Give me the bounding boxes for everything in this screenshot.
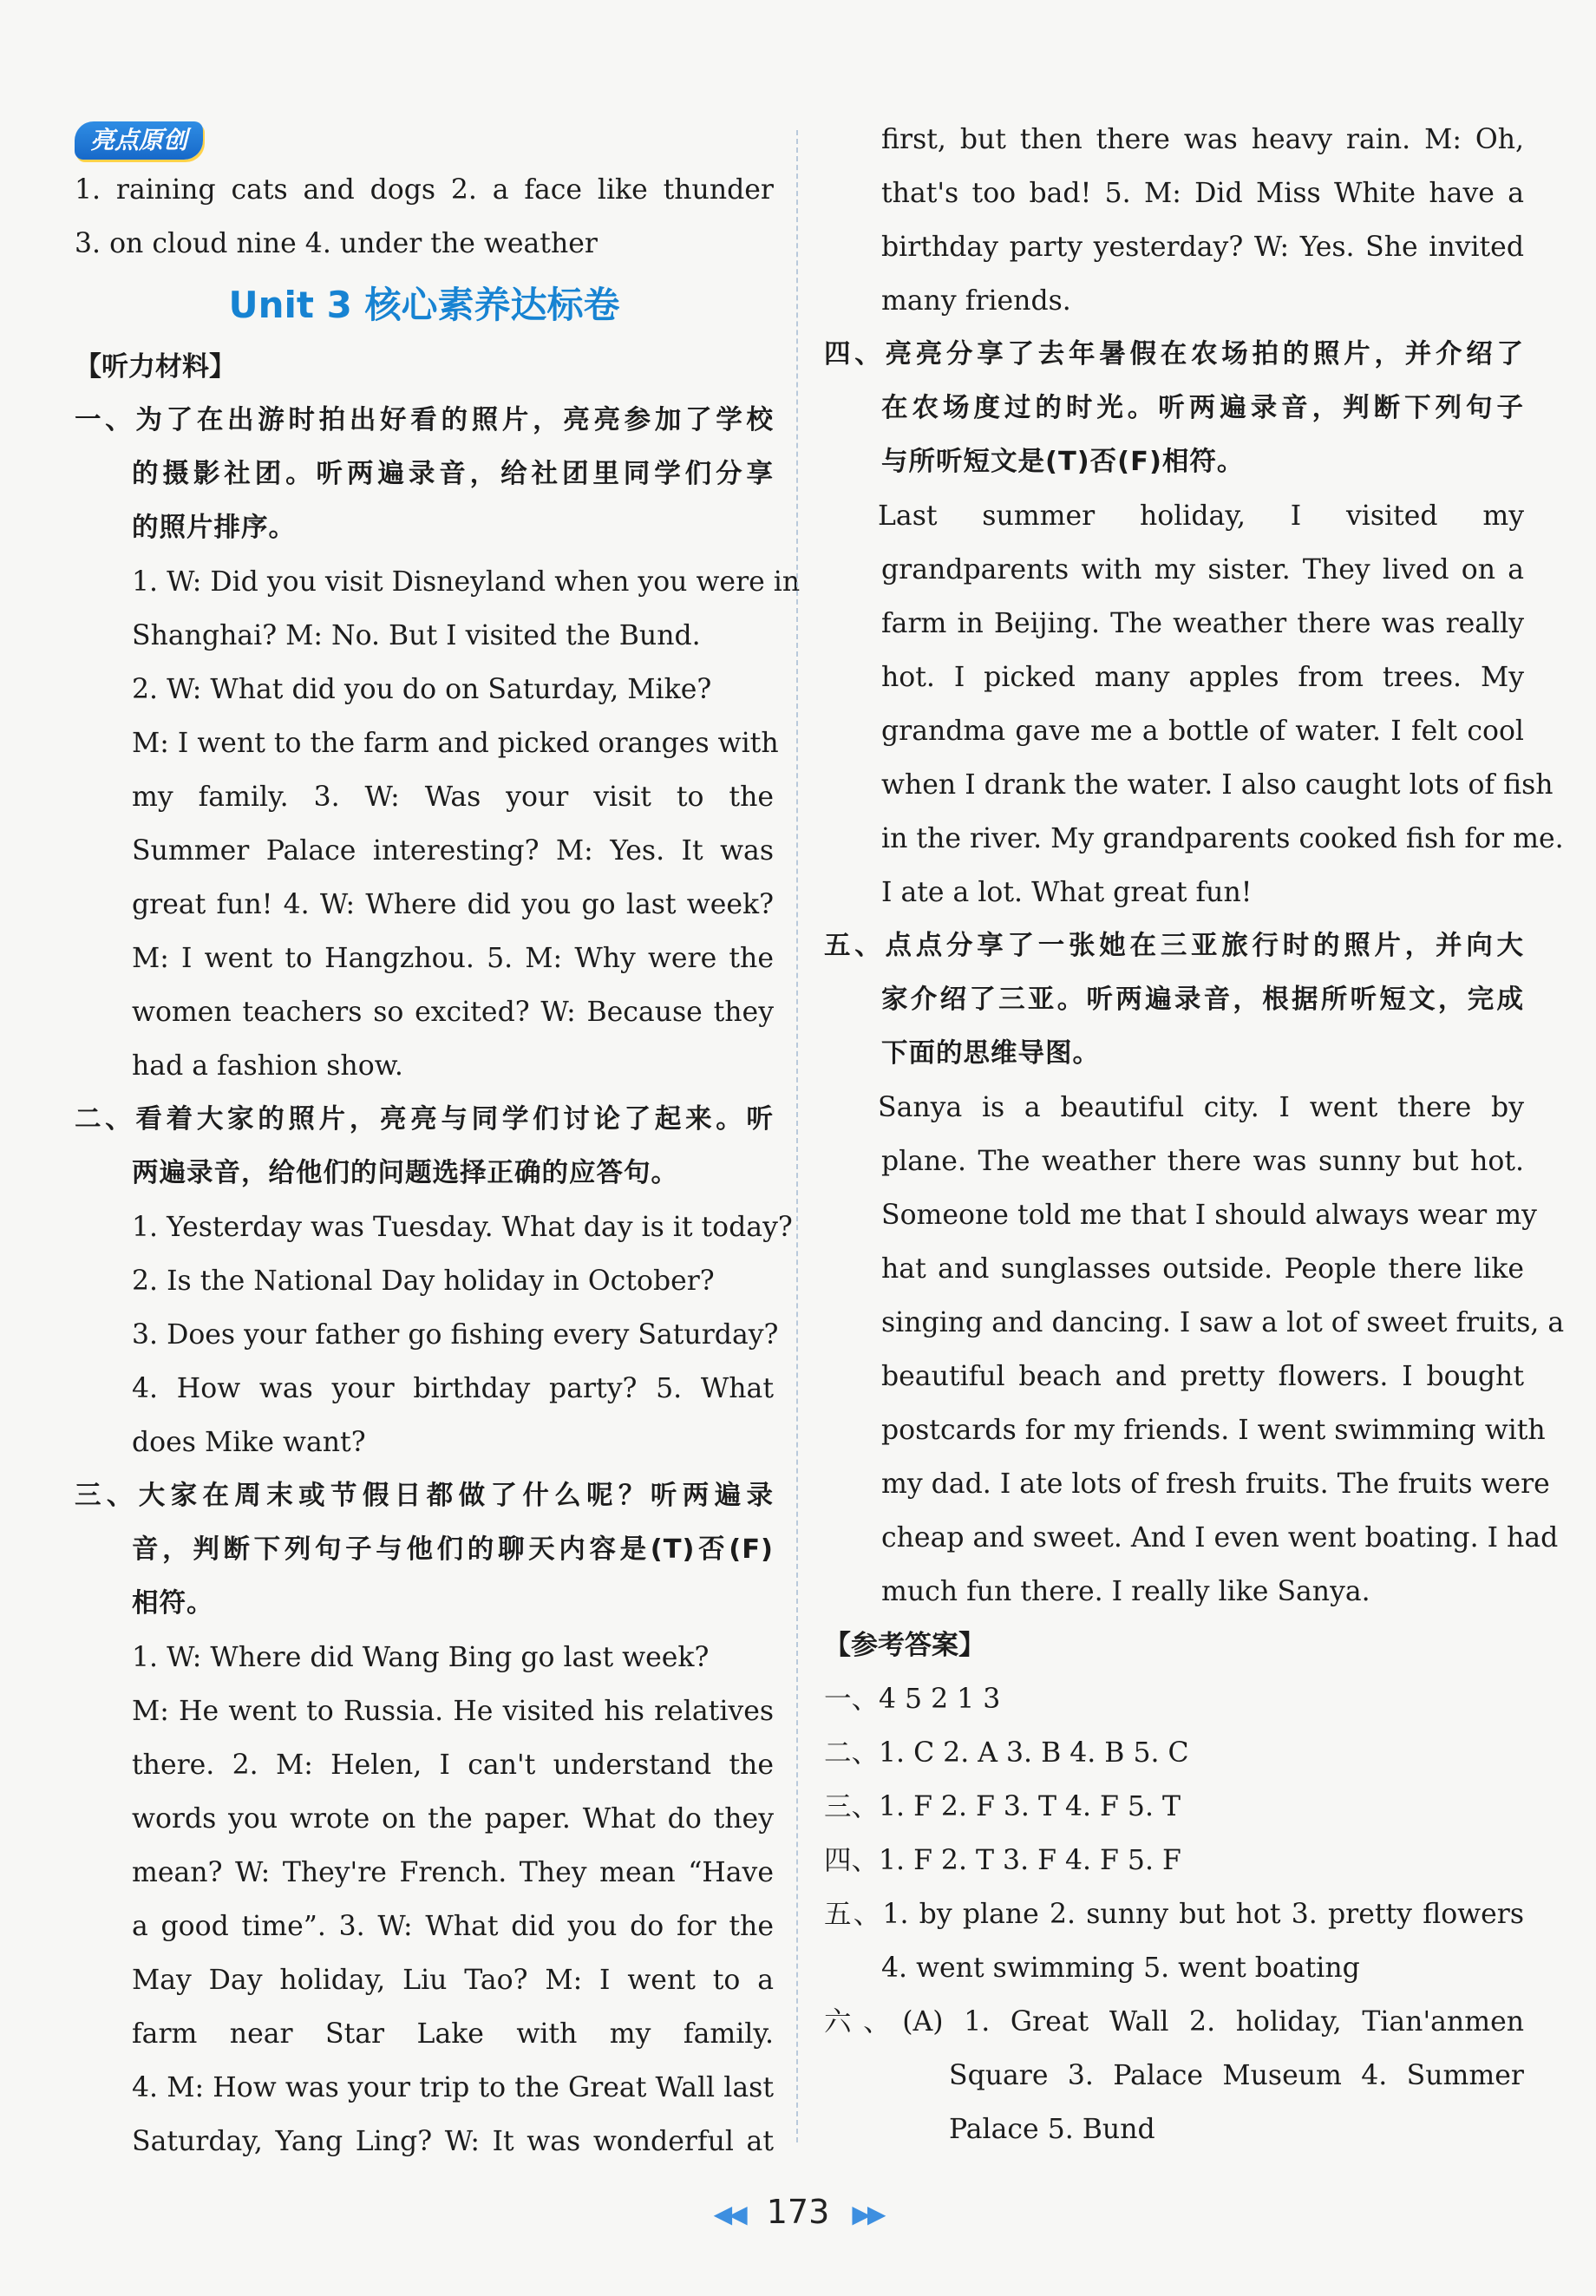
answer-line: 四、1. F 2. T 3. F 4. F 5. F bbox=[824, 1845, 1181, 1876]
idiom-answers-line-1: 1. raining cats and dogs 2. a face like thunder bbox=[75, 174, 774, 206]
text-line: I ate a lot. What great fun! bbox=[881, 877, 1253, 908]
text-line: 1. Yesterday was Tuesday. What day is it today? bbox=[132, 1212, 793, 1243]
text-line: mean? W: They're French. They mean “Have bbox=[132, 1857, 774, 1888]
column-divider bbox=[796, 130, 798, 2142]
text-line: singing and dancing. I saw a lot of sweet fruits, a bbox=[881, 1307, 1565, 1338]
idiom-answers-line-2: 3. on cloud nine 4. under the weather bbox=[75, 228, 598, 259]
text-line: grandma gave me a bottle of water. I felt cool bbox=[881, 716, 1524, 747]
text-line: 的摄影社团。听两遍录音，给社团里同学们分享 bbox=[132, 459, 774, 489]
text-line: Summer Palace interesting? M: Yes. It was bbox=[132, 835, 774, 867]
text-line: 1. W: Where did Wang Bing go last week? bbox=[132, 1642, 710, 1673]
answer-line: Square 3. Palace Museum 4. Summer bbox=[949, 2060, 1524, 2091]
text-line: great fun! 4. W: Where did you go last week? bbox=[132, 889, 774, 920]
text-line: first, but then there was heavy rain. M: Oh, bbox=[881, 124, 1524, 155]
text-line: my dad. I ate lots of fresh fruits. The fruits were bbox=[881, 1469, 1550, 1500]
text-line: May Day holiday, Liu Tao? M: I went to a bbox=[132, 1965, 774, 1996]
text-line: plane. The weather there was sunny but hot. bbox=[881, 1146, 1524, 1177]
text-line: many friends. bbox=[881, 285, 1071, 317]
text-line: in the river. My grandparents cooked fish for me. bbox=[881, 823, 1564, 854]
text-line: hot. I picked many apples from trees. My bbox=[881, 662, 1524, 693]
text-line: beautiful beach and pretty flowers. I bought bbox=[881, 1361, 1524, 1392]
text-line: M: I went to Hangzhou. 5. M: Why were the bbox=[132, 943, 774, 974]
text-line: 音，判断下列句子与他们的聊天内容是(T)否(F) bbox=[132, 1534, 774, 1565]
text-line: farm near Star Lake with my family. bbox=[132, 2018, 774, 2050]
text-line: 与所听短文是(T)否(F)相符。 bbox=[881, 447, 1245, 477]
text-line: 下面的思维导图。 bbox=[881, 1038, 1100, 1069]
text-line: Saturday, Yang Ling? W: It was wonderful at bbox=[132, 2126, 774, 2157]
text-line: birthday party yesterday? W: Yes. She invited bbox=[881, 232, 1524, 263]
text-line: a good time”. 3. W: What did you do for the bbox=[132, 1911, 774, 1942]
text-line: hat and sunglasses outside. People there like bbox=[881, 1253, 1524, 1285]
text-line: 2. Is the National Day holiday in October? bbox=[132, 1266, 715, 1297]
text-line: 在农场度过的时光。听两遍录音，判断下列句子 bbox=[881, 393, 1524, 423]
text-line: Sanya is a beautiful city. I went there by bbox=[878, 1092, 1524, 1123]
text-line: Shanghai? M: No. But I visited the Bund. bbox=[132, 620, 701, 651]
answer-line: 六、(A) 1. Great Wall 2. holiday, Tian'anmen bbox=[824, 2006, 1524, 2038]
text-line: had a fashion show. bbox=[132, 1050, 403, 1082]
text-line: farm in Beijing. The weather there was really bbox=[881, 608, 1524, 639]
text-line: postcards for my friends. I went swimming with bbox=[881, 1415, 1546, 1446]
text-line: M: He went to Russia. He visited his relatives bbox=[132, 1696, 774, 1727]
text-line: women teachers so excited? W: Because they bbox=[132, 997, 774, 1028]
text-line: 二、看着大家的照片，亮亮与同学们讨论了起来。听 bbox=[75, 1104, 774, 1135]
text-line: there. 2. M: Helen, I can't understand the bbox=[132, 1750, 774, 1781]
text-line: 五、点点分享了一张她在三亚旅行时的照片，并向大 bbox=[824, 931, 1524, 961]
text-line: 两遍录音，给他们的问题选择正确的应答句。 bbox=[132, 1158, 678, 1188]
previous-page-icon[interactable]: ◀◀ bbox=[713, 2199, 744, 2228]
text-line: Last summer holiday, I visited my bbox=[878, 500, 1524, 532]
text-line: that's too bad! 5. M: Did Miss White have a bbox=[881, 178, 1524, 209]
text-line: 的照片排序。 bbox=[132, 513, 296, 543]
text-line: 四、亮亮分享了去年暑假在农场拍的照片，并介绍了 bbox=[824, 339, 1524, 370]
left-column bbox=[75, 113, 801, 2168]
text-line: 3. Does your father go fishing every Saturday? bbox=[132, 1319, 779, 1351]
text-line: words you wrote on the paper. What do they bbox=[132, 1803, 774, 1835]
text-line: when I drank the water. I also caught lots of fish bbox=[881, 769, 1553, 801]
answer-line: 三、1. F 2. F 3. T 4. F 5. T bbox=[824, 1791, 1181, 1822]
listening-material-heading: 【听力材料】 bbox=[75, 351, 236, 383]
text-line: M: I went to the farm and picked oranges with bbox=[132, 728, 779, 759]
answer-line: Palace 5. Bund bbox=[949, 2114, 1155, 2145]
text-line: 2. W: What did you do on Saturday, Mike? bbox=[132, 674, 712, 705]
right-column bbox=[824, 113, 1565, 2156]
reference-answers bbox=[824, 1672, 1524, 2156]
text-line: cheap and sweet. And I even went boating. I had bbox=[881, 1522, 1559, 1554]
answer-line: 一、4 5 2 1 3 bbox=[824, 1684, 1001, 1715]
text-line: 三、大家在周末或节假日都做了什么呢？听两遍录 bbox=[75, 1481, 774, 1511]
page-number: 173 bbox=[766, 2193, 830, 2231]
unit-title: Unit 3 核心素养达标卷 bbox=[228, 284, 620, 326]
text-line: 4. M: How was your trip to the Great Wall last bbox=[132, 2072, 774, 2103]
highlight-original-badge: 亮点原创 bbox=[75, 121, 203, 160]
text-line: Someone told me that I should always wear my bbox=[881, 1200, 1537, 1231]
text-line: my family. 3. W: Was your visit to the bbox=[132, 782, 774, 813]
text-line: 家介绍了三亚。听两遍录音，根据所听短文，完成 bbox=[881, 984, 1524, 1015]
text-line: 1. W: Did you visit Disneyland when you were in bbox=[132, 566, 801, 598]
listening-material-right bbox=[824, 113, 1565, 1619]
text-line: 4. How was your birthday party? 5. What bbox=[132, 1373, 774, 1404]
text-line: much fun there. I really like Sanya. bbox=[881, 1576, 1370, 1607]
page-navigation bbox=[0, 2186, 1596, 2240]
text-line: 一、为了在出游时拍出好看的照片，亮亮参加了学校 bbox=[75, 405, 774, 435]
listening-material-left bbox=[75, 394, 801, 2168]
answer-line: 4. went swimming 5. went boating bbox=[881, 1953, 1360, 1984]
text-line: does Mike want? bbox=[132, 1427, 366, 1458]
answer-line: 五、1. by plane 2. sunny but hot 3. pretty flowers bbox=[824, 1899, 1524, 1930]
text-line: grandparents with my sister. They lived on a bbox=[881, 554, 1524, 585]
reference-answers-heading: 【参考答案】 bbox=[824, 1630, 985, 1661]
text-line: 相符。 bbox=[132, 1588, 214, 1619]
answer-line: 二、1. C 2. A 3. B 4. B 5. C bbox=[824, 1737, 1189, 1769]
next-page-icon[interactable]: ▶▶ bbox=[852, 2199, 883, 2228]
